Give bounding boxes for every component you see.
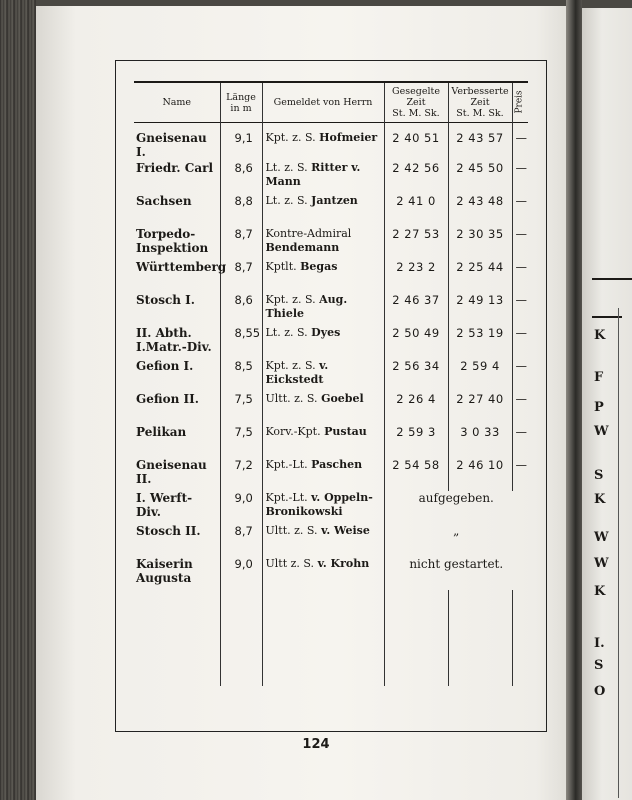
cell-length: 8,6 [220, 161, 262, 194]
cell-length: 9,1 [220, 123, 262, 162]
filler-cell [220, 590, 262, 686]
cell-name: Friedr. Carl [136, 161, 213, 175]
table-row [134, 161, 528, 194]
cell-length: 9,0 [220, 557, 262, 590]
cell-sailed-time: 2 27 53 [384, 227, 448, 260]
cell-length: 8,55 [220, 326, 262, 359]
page-number: 124 [302, 737, 330, 752]
table-row [134, 260, 528, 293]
cell-reported-by [262, 425, 384, 458]
cell-name: Gneisenau II. [136, 458, 207, 486]
header-corrected-time [448, 82, 512, 123]
cell-reported-by [262, 524, 384, 557]
facing-page-rule [592, 278, 632, 280]
cell-person: Pustau [324, 425, 367, 438]
cell-status: nicht gestartet. [384, 557, 528, 590]
facing-page-fragment: K [594, 328, 606, 343]
cell-name: Gefion I. [136, 359, 194, 373]
cell-prize: — [512, 161, 528, 194]
header-prize: Preis [512, 82, 528, 123]
table-row [134, 458, 528, 491]
cell-rank: Kpt. z. S. [265, 131, 316, 144]
cell-person: v. Eickstedt [265, 359, 329, 386]
cell-sailed-time: 2 23 2 [384, 260, 448, 293]
header-corrected-time-units: St. M. Sk. [456, 108, 504, 119]
book-spine [0, 0, 36, 800]
cell-person: Ritter v. Mann [265, 161, 361, 188]
cell-person: Bendemann [265, 241, 340, 254]
facing-page-fragment: O [594, 684, 606, 699]
cell-corrected-time: 2 46 10 [448, 458, 512, 491]
facing-page-fragment: K [594, 584, 606, 599]
cell-rank: Korv.-Kpt. [265, 425, 321, 438]
cell-name: Stosch II. [136, 524, 201, 538]
cell-reported-by [262, 260, 384, 293]
cell-sailed-time: 2 59 3 [384, 425, 448, 458]
facing-page-fragment: W [594, 556, 609, 571]
cell-rank: Lt. z. S. [265, 194, 308, 207]
cell-corrected-time: 2 25 44 [448, 260, 512, 293]
cell-name: Gneisenau I. [136, 131, 207, 159]
facing-page-fragment: P [594, 400, 604, 415]
cell-rank: Kpt.-Lt. [265, 491, 308, 504]
header-name: Name [162, 97, 192, 108]
cell-rank: Ultt z. S. [265, 557, 315, 570]
cell-name: Kaiserin Augusta [136, 557, 193, 585]
cell-name: I. Werft-Div. [136, 491, 193, 519]
filler-cell [448, 590, 512, 686]
cell-name: Württemberg [136, 260, 227, 274]
table-filler-row [134, 590, 528, 686]
cell-sailed-time: 2 41 0 [384, 194, 448, 227]
cell-prize: — [512, 123, 528, 162]
table-row [134, 293, 528, 326]
filler-cell [384, 590, 448, 686]
cell-name: Gefion II. [136, 392, 199, 406]
filler-cell [262, 590, 384, 686]
facing-page-fragment: W [594, 424, 609, 439]
cell-rank: Ultt. z. S. [265, 392, 318, 405]
cell-rank: Lt. z. S. [265, 161, 308, 174]
table-row [134, 227, 528, 260]
cell-person: Dyes [311, 326, 341, 339]
cell-length: 8,8 [220, 194, 262, 227]
facing-page-edge [582, 8, 632, 800]
cell-name: II. Abth. I.Matr.-Div. [136, 326, 212, 354]
cell-prize: — [512, 194, 528, 227]
cell-corrected-time: 2 49 13 [448, 293, 512, 326]
cell-name: Sachsen [136, 194, 192, 208]
cell-rank: Kpt. z. S. [265, 359, 316, 372]
facing-page-fragment: W [594, 530, 609, 545]
cell-person: Paschen [311, 458, 363, 471]
cell-length: 8,7 [220, 260, 262, 293]
cell-reported-by [262, 123, 384, 162]
cell-length: 7,2 [220, 458, 262, 491]
cell-sailed-time: 2 56 34 [384, 359, 448, 392]
cell-reported-by [262, 458, 384, 491]
table-row-status [134, 524, 528, 557]
cell-reported-by [262, 491, 384, 524]
results-table [134, 81, 528, 686]
cell-person: v. Oppeln-Bronikowski [265, 491, 373, 518]
facing-page-fragment: I. [594, 636, 605, 651]
cell-reported-by [262, 359, 384, 392]
book-gutter [566, 0, 582, 800]
cell-prize: — [512, 227, 528, 260]
table-row-status [134, 491, 528, 524]
cell-corrected-time: 2 27 40 [448, 392, 512, 425]
table-row [134, 425, 528, 458]
cell-status: „ [384, 524, 528, 557]
cell-corrected-time: 2 43 48 [448, 194, 512, 227]
cell-person: Goebel [321, 392, 364, 405]
cell-person: Aug. Thiele [265, 293, 348, 320]
cell-corrected-time: 2 30 35 [448, 227, 512, 260]
cell-reported-by [262, 161, 384, 194]
cell-length: 9,0 [220, 491, 262, 524]
header-sailed-time-label: Gesegelte Zeit [392, 86, 440, 108]
cell-name: Stosch I. [136, 293, 195, 307]
cell-rank: Kptlt. [265, 260, 297, 273]
cell-length: 8,7 [220, 524, 262, 557]
cell-status: aufgegeben. [384, 491, 528, 524]
cell-corrected-time: 2 45 50 [448, 161, 512, 194]
results-table-wrap [134, 81, 528, 686]
cell-length: 8,7 [220, 227, 262, 260]
header-reported-by: Gemeldet von Herrn [262, 82, 384, 123]
table-body [134, 123, 528, 687]
cell-length: 7,5 [220, 392, 262, 425]
table-row [134, 326, 528, 359]
cell-prize: — [512, 293, 528, 326]
table-row [134, 359, 528, 392]
cell-name: Torpedo-Inspektion [136, 227, 209, 255]
cell-reported-by [262, 326, 384, 359]
cell-corrected-time: 2 59 4 [448, 359, 512, 392]
cell-reported-by [262, 392, 384, 425]
header-sailed-time-units: St. M. Sk. [392, 108, 440, 119]
cell-rank: Kpt.-Lt. [265, 458, 308, 471]
cell-sailed-time: 2 46 37 [384, 293, 448, 326]
cell-rank: Kpt. z. S. [265, 293, 316, 306]
cell-person: Begas [300, 260, 338, 273]
table-header [134, 82, 528, 123]
cell-reported-by [262, 227, 384, 260]
table-frame [115, 60, 547, 732]
cell-person: Hofmeier [319, 131, 378, 144]
facing-page-fragment: S [594, 468, 604, 483]
cell-prize: — [512, 260, 528, 293]
filler-cell [512, 590, 528, 686]
table-row [134, 123, 528, 162]
cell-reported-by [262, 293, 384, 326]
cell-prize: — [512, 392, 528, 425]
cell-corrected-time: 3 0 33 [448, 425, 512, 458]
cell-rank: Ultt. z. S. [265, 524, 318, 537]
cell-length: 8,5 [220, 359, 262, 392]
facing-page-line [618, 308, 619, 798]
header-length: Länge in m [220, 82, 262, 123]
cell-reported-by [262, 194, 384, 227]
header-sailed-time [384, 82, 448, 123]
cell-rank: Kontre-Admiral [265, 227, 352, 240]
cell-reported-by [262, 557, 384, 590]
cell-corrected-time: 2 53 19 [448, 326, 512, 359]
facing-page-fragment: K [594, 492, 606, 507]
facing-page-fragment: F [594, 370, 604, 385]
cell-prize: — [512, 458, 528, 491]
cell-prize: — [512, 326, 528, 359]
cell-rank: Lt. z. S. [265, 326, 308, 339]
cell-name: Pelikan [136, 425, 187, 439]
cell-prize: — [512, 425, 528, 458]
cell-sailed-time: 2 40 51 [384, 123, 448, 162]
cell-person: v. Weise [321, 524, 370, 537]
cell-length: 8,6 [220, 293, 262, 326]
facing-page-fragment: S [594, 658, 604, 673]
cell-sailed-time: 2 26 4 [384, 392, 448, 425]
cell-sailed-time: 2 54 58 [384, 458, 448, 491]
table-row [134, 194, 528, 227]
cell-sailed-time: 2 42 56 [384, 161, 448, 194]
table-row-status [134, 557, 528, 590]
cell-prize: — [512, 359, 528, 392]
cell-person: Jantzen [311, 194, 358, 207]
cell-corrected-time: 2 43 57 [448, 123, 512, 162]
cell-length: 7,5 [220, 425, 262, 458]
table-row [134, 392, 528, 425]
cell-person: v. Krohn [317, 557, 370, 570]
filler-cell [134, 590, 220, 686]
cell-sailed-time: 2 50 49 [384, 326, 448, 359]
header-corrected-time-label: Verbesserte Zeit [451, 86, 509, 108]
